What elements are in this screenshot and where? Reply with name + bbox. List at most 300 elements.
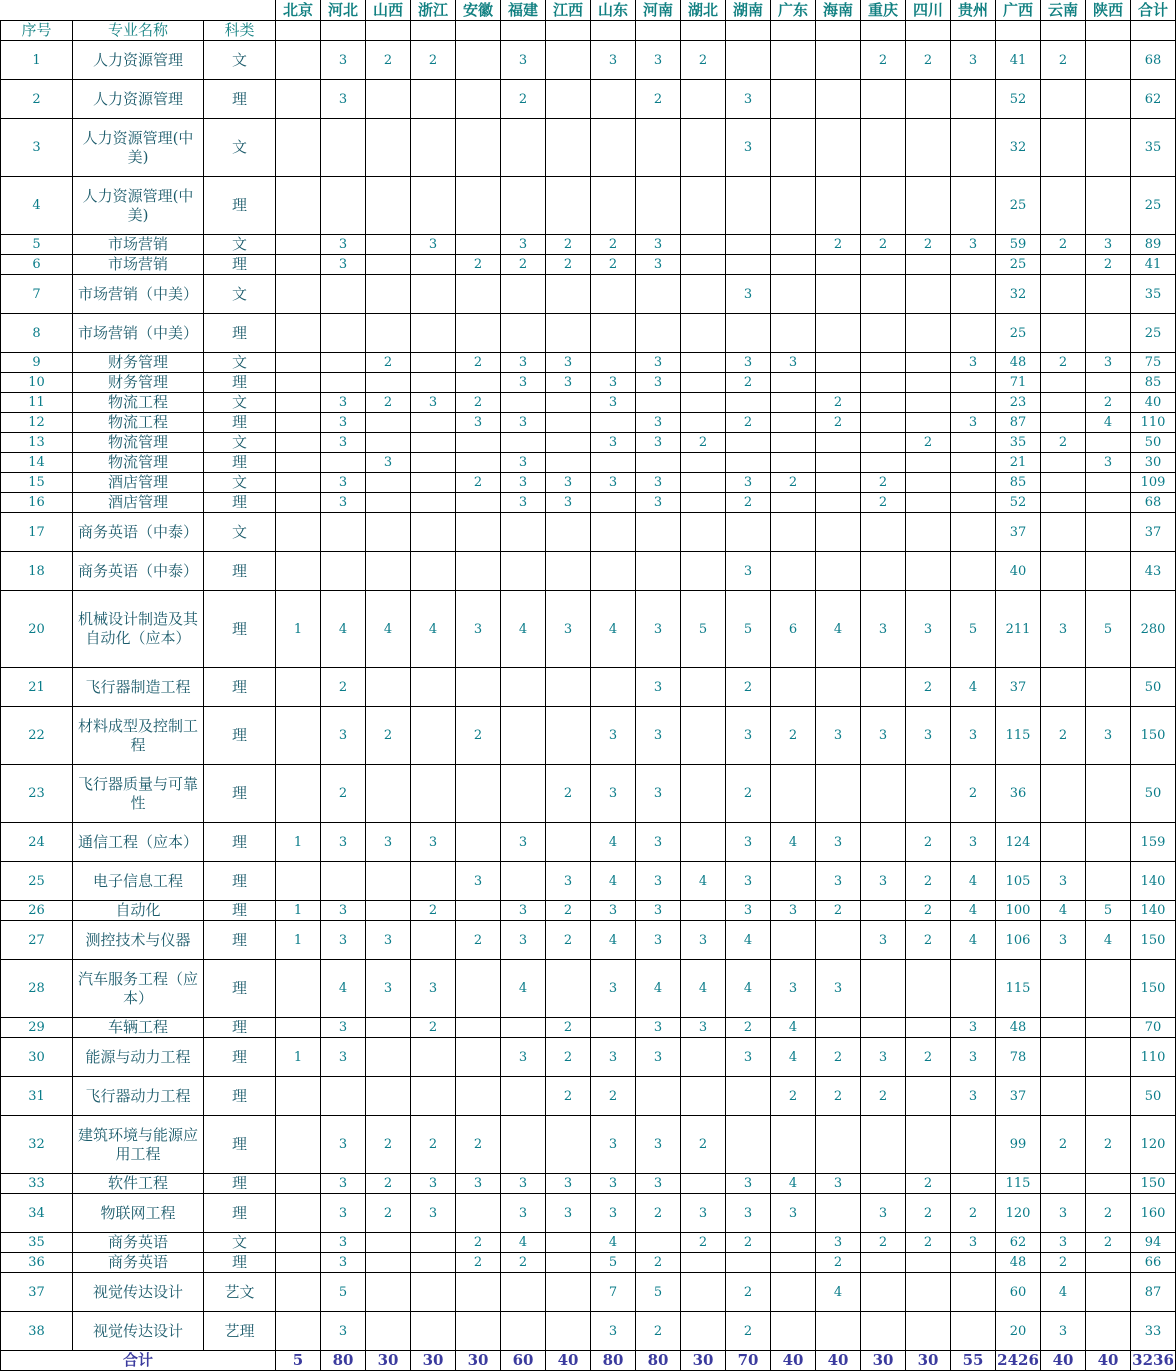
quota-cell <box>906 473 951 493</box>
quota-cell <box>1041 119 1086 177</box>
quota-cell <box>501 765 546 823</box>
quota-cell <box>366 668 411 707</box>
quota-cell <box>816 119 861 177</box>
row-index: 9 <box>1 353 73 373</box>
quota-cell <box>591 513 636 552</box>
quota-cell <box>276 668 321 707</box>
province-header: 山东 <box>591 1 636 21</box>
quota-cell: 2 <box>681 433 726 453</box>
quota-cell <box>771 921 816 960</box>
quota-cell <box>501 1077 546 1116</box>
quota-cell: 2 <box>906 668 951 707</box>
quota-cell: 3 <box>591 707 636 765</box>
quota-cell <box>456 433 501 453</box>
quota-cell <box>501 275 546 314</box>
quota-cell <box>951 493 996 513</box>
quota-cell: 3 <box>636 862 681 901</box>
quota-cell <box>456 493 501 513</box>
quota-cell <box>456 119 501 177</box>
quota-cell: 3 <box>1041 591 1086 668</box>
quota-cell <box>1086 1253 1131 1273</box>
quota-cell <box>456 1273 501 1312</box>
quota-cell: 3 <box>636 41 681 80</box>
province-header: 湖北 <box>681 1 726 21</box>
quota-cell: 3 <box>366 823 411 862</box>
quota-cell: 4 <box>321 960 366 1018</box>
quota-cell <box>726 453 771 473</box>
quota-cell <box>1086 1038 1131 1077</box>
quota-cell: 4 <box>771 1038 816 1077</box>
quota-cell: 2 <box>546 255 591 275</box>
quota-cell <box>816 41 861 80</box>
quota-cell <box>546 707 591 765</box>
quota-cell: 1 <box>276 921 321 960</box>
major-name: 人力资源管理(中美) <box>73 119 204 177</box>
major-name: 视觉传达设计 <box>73 1312 204 1351</box>
quota-cell: 2 <box>861 1233 906 1253</box>
row-index: 35 <box>1 1233 73 1253</box>
quota-cell <box>681 901 726 921</box>
quota-cell: 3 <box>501 1194 546 1233</box>
quota-cell: 2 <box>906 1174 951 1194</box>
total-cell: 30 <box>861 1351 906 1371</box>
quota-cell: 3 <box>636 901 681 921</box>
total-cell: 80 <box>321 1351 366 1371</box>
province-header: 山西 <box>366 1 411 21</box>
quota-cell <box>951 552 996 591</box>
major-category: 文 <box>204 1233 276 1253</box>
quota-cell: 3 <box>726 275 771 314</box>
quota-cell <box>861 119 906 177</box>
quota-cell: 3 <box>726 1174 771 1194</box>
quota-cell: 37 <box>996 668 1041 707</box>
major-name: 电子信息工程 <box>73 862 204 901</box>
total-cell: 30 <box>411 1351 456 1371</box>
quota-cell <box>501 862 546 901</box>
quota-cell <box>816 552 861 591</box>
major-name: 市场营销 <box>73 235 204 255</box>
quota-cell: 2 <box>546 921 591 960</box>
quota-cell: 3 <box>816 960 861 1018</box>
quota-cell <box>1041 314 1086 353</box>
quota-cell <box>771 552 816 591</box>
quota-cell <box>681 177 726 235</box>
quota-cell: 5 <box>321 1273 366 1312</box>
quota-cell: 43 <box>1131 552 1176 591</box>
quota-cell: 3 <box>636 413 681 433</box>
quota-cell <box>1041 453 1086 473</box>
quota-cell: 3 <box>636 1018 681 1038</box>
quota-cell: 3 <box>321 1233 366 1253</box>
major-name: 财务管理 <box>73 373 204 393</box>
empty-header-cell <box>636 21 681 41</box>
major-category: 理 <box>204 453 276 473</box>
quota-cell <box>501 433 546 453</box>
major-category: 理 <box>204 668 276 707</box>
quota-cell <box>636 275 681 314</box>
major-category: 理 <box>204 901 276 921</box>
quota-cell: 2 <box>636 1312 681 1351</box>
empty-header-cell <box>681 21 726 41</box>
quota-cell: 3 <box>321 707 366 765</box>
quota-cell <box>276 314 321 353</box>
quota-cell: 5 <box>591 1253 636 1273</box>
quota-cell: 25 <box>996 255 1041 275</box>
major-name: 市场营销 <box>73 255 204 275</box>
table-row <box>1 1018 1176 1038</box>
quota-cell: 3 <box>321 1174 366 1194</box>
quota-cell <box>321 513 366 552</box>
quota-cell <box>321 862 366 901</box>
quota-cell <box>951 80 996 119</box>
quota-cell: 3 <box>906 591 951 668</box>
quota-cell <box>366 493 411 513</box>
quota-cell: 3 <box>636 823 681 862</box>
table-row <box>1 41 1176 80</box>
quota-cell <box>456 453 501 473</box>
quota-cell: 20 <box>996 1312 1041 1351</box>
table-row <box>1 960 1176 1018</box>
quota-cell <box>411 1273 456 1312</box>
major-category: 文 <box>204 393 276 413</box>
quota-cell: 2 <box>816 1253 861 1273</box>
quota-cell: 3 <box>726 80 771 119</box>
quota-cell: 3 <box>1086 353 1131 373</box>
quota-cell: 106 <box>996 921 1041 960</box>
quota-cell <box>906 353 951 373</box>
quota-cell: 4 <box>321 591 366 668</box>
major-category: 理 <box>204 314 276 353</box>
quota-cell: 3 <box>456 862 501 901</box>
quota-cell <box>276 707 321 765</box>
quota-cell: 150 <box>1131 921 1176 960</box>
major-name: 车辆工程 <box>73 1018 204 1038</box>
quota-cell <box>456 177 501 235</box>
quota-cell: 3 <box>1041 921 1086 960</box>
quota-cell: 4 <box>636 960 681 1018</box>
quota-cell: 4 <box>1041 901 1086 921</box>
quota-cell <box>861 960 906 1018</box>
quota-cell <box>726 393 771 413</box>
quota-cell: 2 <box>456 473 501 493</box>
quota-cell: 3 <box>501 353 546 373</box>
quota-cell: 3 <box>321 41 366 80</box>
major-name: 飞行器制造工程 <box>73 668 204 707</box>
table-row <box>1 314 1176 353</box>
quota-cell <box>816 1194 861 1233</box>
quota-cell: 3 <box>861 921 906 960</box>
table-row <box>1 1174 1176 1194</box>
quota-cell <box>1041 1038 1086 1077</box>
quota-cell <box>1041 413 1086 433</box>
quota-cell <box>861 765 906 823</box>
quota-cell <box>771 119 816 177</box>
major-name: 物流管理 <box>73 433 204 453</box>
quota-cell <box>636 552 681 591</box>
quota-cell <box>861 433 906 453</box>
quota-cell: 25 <box>1131 314 1176 353</box>
major-name: 商务英语（中泰） <box>73 552 204 591</box>
quota-cell <box>681 275 726 314</box>
row-index: 30 <box>1 1038 73 1077</box>
quota-cell: 2 <box>726 493 771 513</box>
quota-cell <box>726 41 771 80</box>
quota-cell <box>861 453 906 473</box>
quota-cell: 3 <box>951 1233 996 1253</box>
quota-cell <box>951 1174 996 1194</box>
quota-cell <box>681 668 726 707</box>
quota-cell <box>1086 765 1131 823</box>
quota-cell <box>771 275 816 314</box>
major-name: 飞行器质量与可靠性 <box>73 765 204 823</box>
quota-cell <box>726 513 771 552</box>
quota-cell: 115 <box>996 707 1041 765</box>
quota-cell: 105 <box>996 862 1041 901</box>
quota-cell: 37 <box>996 1077 1041 1116</box>
quota-cell <box>771 862 816 901</box>
province-header: 重庆 <box>861 1 906 21</box>
quota-cell: 2 <box>321 765 366 823</box>
quota-cell: 115 <box>996 960 1041 1018</box>
quota-cell: 3 <box>321 921 366 960</box>
quota-cell: 2 <box>366 1174 411 1194</box>
quota-cell <box>1041 493 1086 513</box>
quota-cell: 3 <box>726 823 771 862</box>
quota-cell <box>681 552 726 591</box>
quota-cell <box>456 275 501 314</box>
row-index: 14 <box>1 453 73 473</box>
quota-cell: 4 <box>1086 413 1131 433</box>
table-row <box>1 1077 1176 1116</box>
quota-cell: 23 <box>996 393 1041 413</box>
quota-cell <box>726 314 771 353</box>
quota-cell: 2 <box>951 765 996 823</box>
quota-cell <box>546 1253 591 1273</box>
quota-cell <box>1086 314 1131 353</box>
quota-cell: 3 <box>411 393 456 413</box>
quota-cell <box>591 119 636 177</box>
table-row <box>1 1038 1176 1077</box>
quota-cell <box>681 473 726 493</box>
quota-cell: 4 <box>501 1233 546 1253</box>
quota-cell <box>1041 1174 1086 1194</box>
quota-cell <box>456 373 501 393</box>
quota-cell: 2 <box>1086 393 1131 413</box>
quota-cell <box>546 275 591 314</box>
quota-cell: 87 <box>996 413 1041 433</box>
total-cell: 70 <box>726 1351 771 1371</box>
major-category: 理 <box>204 591 276 668</box>
quota-cell <box>681 255 726 275</box>
empty-header-cell <box>591 21 636 41</box>
quota-cell <box>276 119 321 177</box>
quota-cell: 3 <box>816 1174 861 1194</box>
total-cell: 40 <box>771 1351 816 1371</box>
quota-cell: 3 <box>636 1038 681 1077</box>
quota-cell <box>816 493 861 513</box>
quota-cell <box>951 119 996 177</box>
quota-cell: 2 <box>1041 1116 1086 1174</box>
province-header: 浙江 <box>411 1 456 21</box>
quota-cell <box>546 119 591 177</box>
quota-cell: 4 <box>951 901 996 921</box>
quota-cell <box>546 314 591 353</box>
quota-cell: 4 <box>591 823 636 862</box>
quota-cell <box>411 707 456 765</box>
quota-cell <box>771 393 816 413</box>
quota-cell <box>861 413 906 433</box>
quota-cell <box>276 1194 321 1233</box>
major-name: 测控技术与仪器 <box>73 921 204 960</box>
quota-cell <box>366 275 411 314</box>
quota-cell <box>591 668 636 707</box>
quota-cell: 5 <box>681 591 726 668</box>
province-header: 海南 <box>816 1 861 21</box>
quota-cell <box>591 552 636 591</box>
table-row <box>1 1312 1176 1351</box>
quota-cell <box>456 1194 501 1233</box>
quota-cell <box>411 353 456 373</box>
quota-cell <box>546 552 591 591</box>
quota-cell <box>456 314 501 353</box>
quota-cell: 4 <box>726 921 771 960</box>
quota-cell: 30 <box>1131 453 1176 473</box>
quota-cell <box>501 314 546 353</box>
major-category: 理 <box>204 1116 276 1174</box>
quota-cell <box>726 1077 771 1116</box>
quota-cell: 280 <box>1131 591 1176 668</box>
quota-cell: 2 <box>726 668 771 707</box>
quota-cell <box>546 433 591 453</box>
major-name: 机械设计制造及其自动化（应本） <box>73 591 204 668</box>
quota-cell: 6 <box>771 591 816 668</box>
quota-cell: 3 <box>501 921 546 960</box>
quota-cell: 3 <box>321 1253 366 1273</box>
quota-cell: 3 <box>546 353 591 373</box>
quota-cell <box>546 177 591 235</box>
quota-cell <box>501 1312 546 1351</box>
quota-cell <box>951 255 996 275</box>
row-index: 16 <box>1 493 73 513</box>
province-header: 安徽 <box>456 1 501 21</box>
quota-cell <box>546 668 591 707</box>
quota-cell: 3 <box>636 921 681 960</box>
quota-cell: 2 <box>456 707 501 765</box>
quota-cell <box>816 1018 861 1038</box>
quota-cell: 2 <box>456 393 501 413</box>
quota-cell: 5 <box>636 1273 681 1312</box>
quota-cell: 2 <box>906 901 951 921</box>
quota-cell: 3 <box>321 255 366 275</box>
quota-cell: 160 <box>1131 1194 1176 1233</box>
quota-cell <box>546 393 591 413</box>
quota-cell: 2 <box>906 823 951 862</box>
table-row <box>1 552 1176 591</box>
quota-cell <box>276 80 321 119</box>
quota-cell <box>681 413 726 433</box>
quota-cell <box>1086 668 1131 707</box>
quota-cell: 3 <box>501 823 546 862</box>
quota-cell: 2 <box>591 235 636 255</box>
quota-cell <box>861 80 906 119</box>
quota-cell: 35 <box>996 433 1041 453</box>
quota-cell: 3 <box>951 823 996 862</box>
quota-cell <box>951 513 996 552</box>
table-row <box>1 862 1176 901</box>
major-name: 视觉传达设计 <box>73 1273 204 1312</box>
quota-cell <box>816 373 861 393</box>
quota-cell <box>366 177 411 235</box>
quota-cell <box>861 393 906 413</box>
quota-cell: 3 <box>501 473 546 493</box>
quota-cell <box>276 1253 321 1273</box>
quota-cell <box>906 513 951 552</box>
quota-cell <box>771 1116 816 1174</box>
major-category: 理 <box>204 862 276 901</box>
quota-cell: 68 <box>1131 41 1176 80</box>
quota-cell <box>1086 1273 1131 1312</box>
quota-cell <box>276 765 321 823</box>
total-cell: 40 <box>546 1351 591 1371</box>
quota-cell: 3 <box>906 707 951 765</box>
quota-cell <box>366 255 411 275</box>
quota-cell: 50 <box>1131 433 1176 453</box>
quota-cell <box>636 1077 681 1116</box>
major-category: 文 <box>204 473 276 493</box>
header-blank-cell <box>1 1 276 21</box>
quota-cell <box>906 1077 951 1116</box>
quota-cell: 48 <box>996 1253 1041 1273</box>
quota-cell <box>816 921 861 960</box>
major-name: 人力资源管理 <box>73 80 204 119</box>
quota-cell: 4 <box>591 921 636 960</box>
quota-cell <box>1041 255 1086 275</box>
quota-cell <box>816 1312 861 1351</box>
quota-cell: 3 <box>861 1194 906 1233</box>
quota-cell <box>906 119 951 177</box>
row-index: 36 <box>1 1253 73 1273</box>
quota-cell <box>816 275 861 314</box>
quota-cell <box>1041 960 1086 1018</box>
quota-cell <box>1041 275 1086 314</box>
quota-cell <box>411 1233 456 1253</box>
quota-cell <box>771 668 816 707</box>
quota-cell: 2 <box>906 1038 951 1077</box>
quota-cell <box>1086 41 1131 80</box>
row-index: 23 <box>1 765 73 823</box>
quota-cell <box>681 80 726 119</box>
quota-cell <box>501 119 546 177</box>
quota-cell <box>1041 393 1086 413</box>
quota-cell: 120 <box>996 1194 1041 1233</box>
quota-cell <box>1086 275 1131 314</box>
quota-cell: 150 <box>1131 707 1176 765</box>
province-header: 福建 <box>501 1 546 21</box>
empty-header-cell <box>771 21 816 41</box>
quota-cell: 3 <box>771 1194 816 1233</box>
quota-cell: 2 <box>546 1077 591 1116</box>
quota-cell: 3 <box>1086 453 1131 473</box>
major-name: 自动化 <box>73 901 204 921</box>
quota-cell <box>501 177 546 235</box>
quota-cell <box>411 513 456 552</box>
quota-cell <box>816 80 861 119</box>
quota-cell: 3 <box>951 235 996 255</box>
table-row <box>1 353 1176 373</box>
quota-cell <box>771 765 816 823</box>
quota-cell <box>906 1273 951 1312</box>
empty-header-cell <box>1131 21 1176 41</box>
